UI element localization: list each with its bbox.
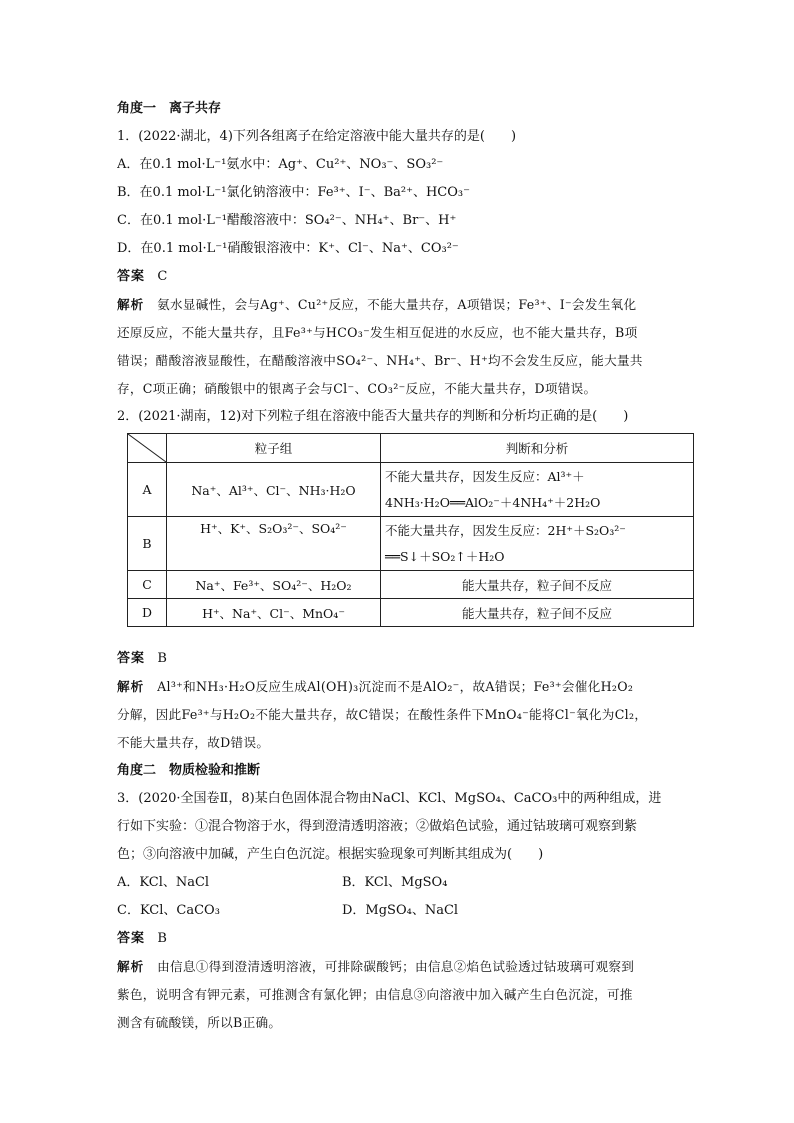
q1-analysis-line: 存，C项正确；硝酸银中的银离子会与Cl⁻、CO₃²⁻反应，不能大量共存，D项错误。 [117, 381, 597, 396]
q1-answer [117, 263, 677, 291]
section-heading: 角度一 离子共存 [117, 101, 222, 116]
question-3-stem: 3．(2020·全国卷Ⅱ，8)某白色固体混合物由NaCl、KCl、MgSO₄、CaCO₃中的两种组成，进 [117, 791, 662, 806]
answer-label: 答案 [117, 651, 146, 666]
analysis-label: 解析 [117, 959, 145, 974]
q1-analysis-line [117, 291, 677, 319]
analysis-line: 不能大量共存，因发生反应：2H⁺＋S₂O₃²⁻ [385, 522, 626, 538]
analysis-cell: 能大量共存，粒子间不反应 [381, 571, 694, 599]
q3-analysis-line: 测含有硫酸镁，所以B正确。 [117, 1015, 282, 1030]
table-row [128, 599, 694, 627]
particles-cell: H⁺、Na⁺、Cl⁻、MnO₄⁻ [167, 599, 381, 627]
q3-analysis-line: 紫色，说明含有钾元素，可推测含有氯化钾；由信息③向溶液中加入碱产生白色沉淀，可推 [117, 987, 633, 1002]
analysis-line: ══S↓＋SO₂↑＋H₂O [385, 548, 505, 564]
column-header: 粒子组 [167, 434, 381, 463]
q3-options-row [117, 897, 677, 925]
question-2-stem: 2．(2021·湖南，12)对下列粒子组在溶液中能否大量共存的判断和分析均正确的是( ) [117, 409, 629, 424]
column-header: 判断和分析 [381, 434, 694, 463]
q1-option-d: D．在0.1 mol·L⁻¹硝酸银溶液中：K⁺、Cl⁻、Na⁺、CO₃²⁻ [117, 241, 459, 256]
q1-analysis-line: 错误；醋酸溶液显酸性，在醋酸溶液中SO₄²⁻、NH₄⁺、Br⁻、H⁺均不会发生反应，能大量共 [117, 353, 643, 368]
diagonal-corner-cell [128, 434, 167, 463]
analysis-label: 解析 [117, 297, 145, 312]
analysis-line: 4NH₃·H₂O══AlO₂⁻＋4NH₄⁺＋2H₂O [385, 494, 601, 510]
q2-analysis-line [117, 673, 677, 701]
table-header-row [128, 434, 694, 463]
row-label: C [128, 571, 167, 599]
particles-cell: Na⁺、Fe³⁺、SO₄²⁻、H₂O₂ [167, 571, 381, 599]
answer-value: B [157, 651, 167, 666]
answer-label: 答案 [117, 931, 146, 946]
row-label: B [128, 517, 167, 571]
q2-analysis-line: 分解，因此Fe³⁺与H₂O₂不能大量共存，故C错误；在酸性条件下MnO₄⁻能将Cl⁻氧化为Cl₂， [117, 707, 648, 722]
q3-option-b: B．KCl、MgSO₄ [342, 875, 448, 890]
q2-analysis-line: 不能大量共存，故D错误。 [117, 735, 270, 750]
analysis-cell [381, 517, 694, 571]
answer-label: 答案 [117, 269, 146, 284]
answer-value: C [157, 269, 168, 284]
q1-option-c: C．在0.1 mol·L⁻¹醋酸溶液中：SO₄²⁻、NH₄⁺、Br⁻、H⁺ [117, 213, 457, 228]
answer-value: B [157, 931, 167, 946]
table-row [128, 463, 694, 517]
document-page [117, 95, 677, 1037]
row-label: D [128, 599, 167, 627]
particles-cell: Na⁺、Al³⁺、Cl⁻、NH₃·H₂O [167, 463, 381, 517]
q3-option-a: A．KCl、NaCl [117, 875, 210, 890]
question-3-stem: 行如下实验：①混合物溶于水，得到澄清透明溶液；②做焰色试验，通过钴玻璃可观察到紫 [117, 819, 638, 834]
row-label: A [128, 463, 167, 517]
analysis-cell [381, 463, 694, 517]
q1-option-b: B．在0.1 mol·L⁻¹氯化钠溶液中：Fe³⁺、I⁻、Ba²⁺、HCO₃⁻ [117, 185, 470, 200]
analysis-label: 解析 [117, 679, 145, 694]
question-1-stem: 1．(2022·湖北，4)下列各组离子在给定溶液中能大量共存的是( ) [117, 129, 517, 144]
q2-answer [117, 645, 677, 673]
analysis-text: 氨水显碱性，会与Ag⁺、Cu²⁺反应，不能大量共存，A项错误；Fe³⁺、I⁻会发生氧化 [157, 297, 637, 312]
analysis-cell: 能大量共存，粒子间不反应 [381, 599, 694, 627]
q1-analysis-line: 还原反应，不能大量共存，且Fe³⁺与HCO₃⁻发生相互促进的水反应，也不能大量共存，B项 [117, 325, 638, 340]
q3-options-row [117, 869, 677, 897]
table-row [128, 517, 694, 571]
q1-option-a: A．在0.1 mol·L⁻¹氨水中：Ag⁺、Cu²⁺、NO₃⁻、SO₃²⁻ [117, 157, 444, 172]
analysis-text: Al³⁺和NH₃·H₂O反应生成Al(OH)₃沉淀而不是AlO₂⁻，故A错误；Fe³⁺会催化H₂O₂ [157, 679, 634, 694]
analysis-line: 不能大量共存，因发生反应：Al³⁺＋ [385, 468, 585, 484]
q3-option-d: D．MgSO₄、NaCl [342, 903, 459, 918]
diagonal-line [128, 434, 166, 462]
particles-cell: H⁺、K⁺、S₂O₃²⁻、SO₄²⁻ [167, 517, 381, 571]
q2-table [127, 433, 694, 627]
section-heading: 角度二 物质检验和推断 [117, 763, 261, 778]
analysis-text: 由信息①得到澄清透明溶液，可排除碳酸钙；由信息②焰色试验透过钴玻璃可观察到 [157, 959, 635, 974]
q3-analysis-line [117, 953, 677, 981]
table-row [128, 571, 694, 599]
q3-option-c: C．KCl、CaCO₃ [117, 903, 220, 918]
question-3-stem: 色；③向溶液中加碱，产生白色沉淀。根据实验现象可判断其组成为( ) [117, 847, 544, 862]
q3-answer [117, 925, 677, 953]
